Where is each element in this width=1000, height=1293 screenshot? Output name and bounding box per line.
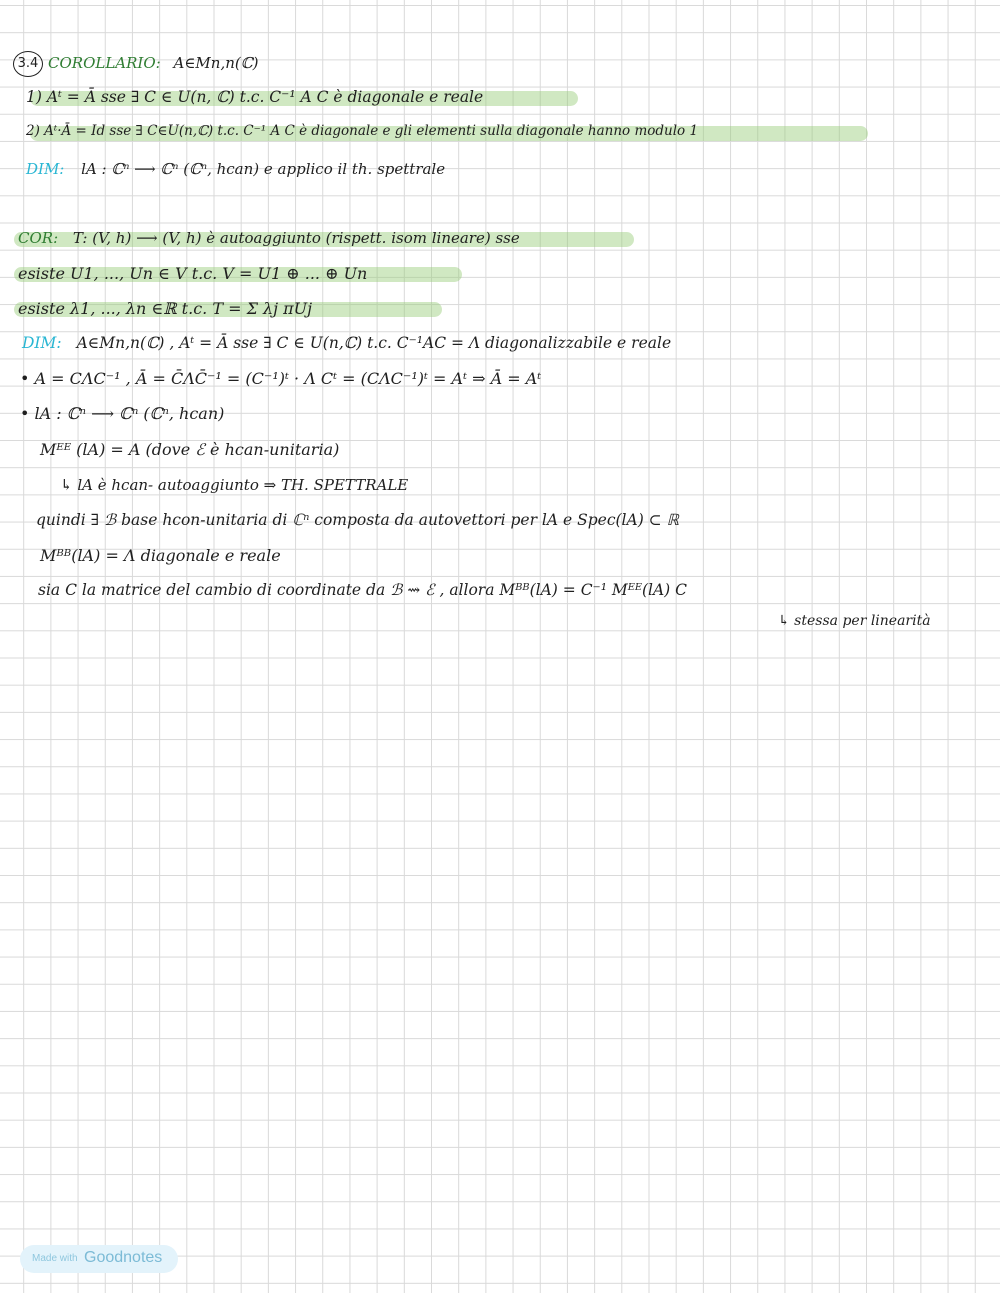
proof-matrix-line: Mᴱᴱ (lA) = A (dove ℰ è hcan-unitaria) [40, 440, 340, 459]
proof-quindi-line: quindi ∃ ℬ base hcon-unitaria di ℂⁿ composta da autovettori per lA e Spec(lA) ⊂ ℝ [36, 511, 679, 529]
proof-bullet-2: • lA : ℂⁿ ⟶ ℂⁿ (ℂⁿ, hcan) [20, 404, 225, 423]
dim-2-text: A∈Mn,n(ℂ) , Aᵗ = Ā sse ∃ C ∈ U(n,ℂ) t.c. C⁻¹AC = Λ diagonalizzabile e reale [76, 334, 672, 352]
corollary-item-2: 2) Aᵗ·Ā = Id sse ∃ C∈U(n,ℂ) t.c. C⁻¹ A C è diagonale e gli elementi sulla diagonale hanno modulo 1 [26, 123, 699, 139]
proof-arrow-line-1: ↳ lA è hcan- autoaggiunto ⇒ TH. SPETTRALE [60, 476, 409, 494]
cor-label: COR: [18, 229, 59, 247]
corollary-heading [48, 54, 259, 72]
section-number: 3.4 [17, 56, 39, 71]
goodnotes-logo-text: Goodnotes [84, 1249, 163, 1266]
section-number-circle [13, 51, 43, 77]
cor-line-3: esiste λ1, ..., λn ∈ℝ t.c. T = Σ λj πUj [18, 299, 313, 318]
dim-1 [26, 160, 445, 178]
cor-text: T: (V, h) ⟶ (V, h) è autoaggiunto (rispett. isom lineare) sse [72, 229, 520, 247]
dim-2-label: DIM: [22, 334, 62, 352]
proof-bullet-1: • A = CΛC⁻¹ , Ā = C̄ΛC̄⁻¹ = (C⁻¹)ᵗ · Λ Cᵗ = (CΛC⁻¹)ᵗ = Aᵗ ⇒ Ā = Aᵗ [20, 369, 542, 388]
goodnotes-badge [20, 1245, 178, 1273]
dim-2 [22, 334, 671, 352]
corollary-item-1: 1) Aᵗ = Ā sse ∃ C ∈ U(n, ℂ) t.c. C⁻¹ A C è diagonale e reale [26, 88, 484, 106]
proof-mb-line: Mᴮᴮ(lA) = Λ diagonale e reale [40, 546, 281, 565]
cor-line-2: esiste U1, ..., Un ∈ V t.c. V = U1 ⊕ ... ⊕ Un [18, 264, 368, 283]
dim-1-text: lA : ℂⁿ ⟶ ℂⁿ (ℂⁿ, hcan) e applico il th. spettrale [81, 160, 446, 178]
made-with-label: Made with [32, 1253, 78, 1264]
proof-arrow-line-2: ↳ stessa per linearità [778, 613, 931, 629]
corollary-label: COROLLARIO: [48, 54, 161, 72]
dim-1-label: DIM: [26, 160, 65, 178]
proof-sia-line: sia C la matrice del cambio di coordinate da ℬ ⇝ ℰ , allora Mᴮᴮ(lA) = C⁻¹ Mᴱᴱ(lA) C [38, 581, 688, 599]
corollary-expr: A∈Mn,n(ℂ) [173, 54, 259, 72]
cor-line-1 [18, 229, 520, 247]
